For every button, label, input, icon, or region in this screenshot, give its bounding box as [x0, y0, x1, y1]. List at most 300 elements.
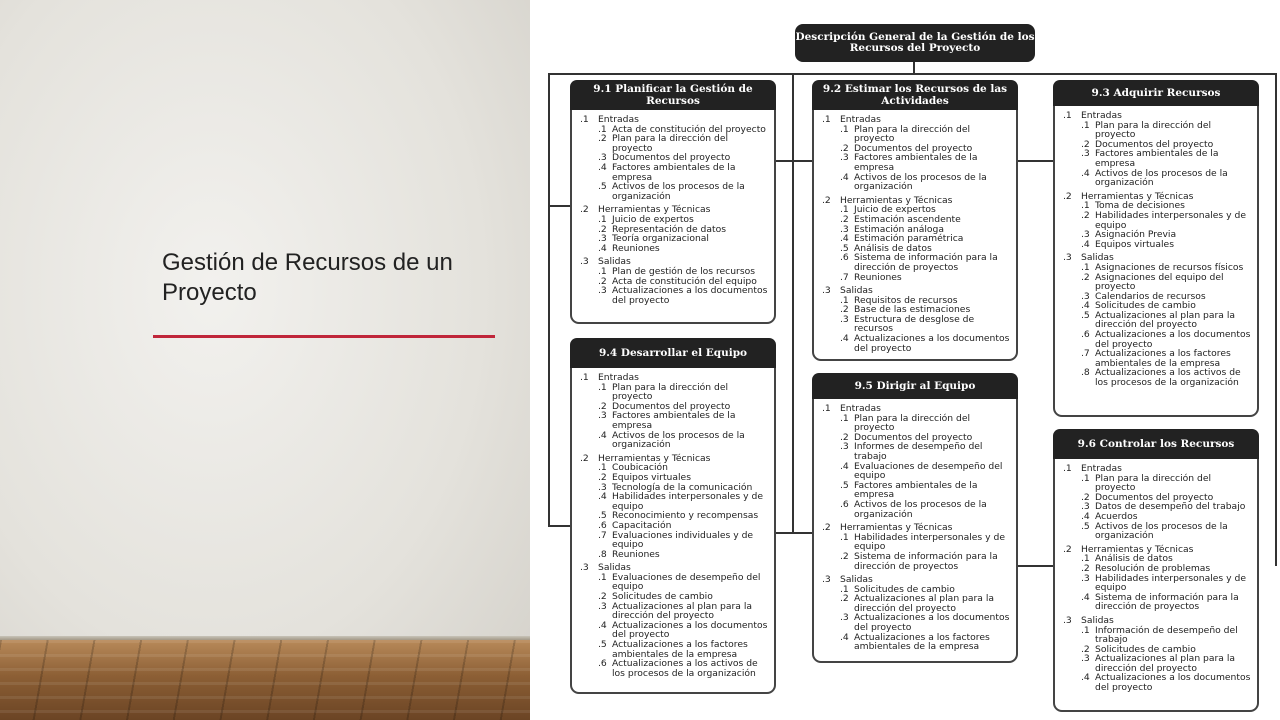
item-number: .1	[598, 213, 607, 225]
item-number: .2	[598, 591, 607, 603]
item-number: .4	[1081, 591, 1090, 603]
item-number: .2	[840, 550, 849, 562]
item-text: Actualizaciones a los factores ambientales de la empresa	[854, 631, 990, 653]
item-text: Plan para la dirección del proyecto	[612, 381, 729, 403]
process-section	[1063, 192, 1251, 250]
item-text: Documentos del proyecto	[1095, 491, 1214, 503]
item-number: .1	[840, 531, 849, 543]
section-number: .3	[580, 562, 589, 574]
item-text: Datos de desempeño del trabajo	[1095, 501, 1246, 513]
item-text: Teoría organizacional	[612, 233, 709, 245]
item-number: .2	[1081, 643, 1090, 655]
list-item	[580, 659, 768, 678]
item-number: .2	[840, 142, 849, 154]
item-text: Activos de los procesos de la organización	[1095, 167, 1228, 189]
process-box-body	[572, 368, 774, 686]
item-number: .8	[598, 548, 607, 560]
item-number: .5	[840, 479, 849, 491]
item-number: .8	[1081, 367, 1090, 379]
section-title: Entradas	[598, 372, 639, 383]
process-section	[822, 196, 1010, 282]
section-title: Salidas	[840, 285, 873, 297]
item-number: .6	[598, 658, 607, 670]
section-title: Salidas	[1081, 252, 1114, 264]
item-number: .7	[840, 271, 849, 283]
item-text: Equipos virtuales	[1095, 238, 1174, 250]
process-box-9-3	[1053, 80, 1259, 417]
title-accent-line	[153, 335, 495, 338]
connector-branch-95	[774, 532, 812, 534]
item-number: .7	[1081, 348, 1090, 360]
list-item	[580, 286, 768, 305]
process-section	[1063, 111, 1251, 188]
item-text: Actualizaciones al plan para la dirección del proyecto	[612, 600, 753, 622]
item-number: .4	[598, 429, 607, 441]
list-item	[822, 552, 1010, 571]
process-box-title: 9.5 Dirigir al Equipo	[812, 373, 1018, 399]
item-text: Documentos del proyecto	[1095, 138, 1214, 150]
section-number: .2	[822, 522, 831, 534]
section-number: .2	[580, 452, 589, 464]
process-box-title: 9.4 Desarrollar el Equipo	[570, 338, 776, 368]
item-text: Asignaciones del equipo del proyecto	[1095, 271, 1224, 293]
item-number: .6	[1081, 329, 1090, 341]
process-box-title: 9.3 Adquirir Recursos	[1053, 80, 1259, 106]
section-title: Herramientas y Técnicas	[1081, 190, 1194, 202]
process-section	[1063, 253, 1251, 387]
list-item	[822, 153, 1010, 172]
item-text: Asignaciones de recursos físicos	[1095, 261, 1244, 273]
item-text: Estimación paramétrica	[854, 233, 964, 245]
process-box-body	[1055, 106, 1257, 396]
item-number: .4	[1081, 672, 1090, 684]
item-text: Actualizaciones a los factores ambientales de la empresa	[1095, 348, 1231, 369]
item-number: .3	[598, 410, 607, 422]
process-section	[1063, 545, 1251, 612]
process-box-9-6	[1053, 429, 1259, 712]
item-text: Sistema de información para la dirección de proyectos	[1095, 591, 1239, 613]
process-box-body	[572, 110, 774, 313]
slide-left-panel	[0, 0, 530, 720]
item-text: Plan para la dirección del proyecto	[1095, 472, 1212, 494]
item-number: .6	[840, 252, 849, 264]
item-text: Análisis de datos	[1095, 553, 1173, 565]
section-number: .3	[580, 256, 589, 268]
item-text: Informes de desempeño del trabajo	[854, 441, 983, 462]
item-text: Juicio de expertos	[854, 204, 936, 216]
item-text: Habilidades interpersonales y de equipo	[612, 491, 763, 512]
item-text: Actualizaciones a los activos de los procesos de la organización	[1095, 367, 1241, 389]
list-item	[1063, 240, 1251, 250]
section-number: .1	[822, 114, 831, 125]
item-text: Estimación ascendente	[854, 213, 961, 225]
list-item	[580, 234, 768, 244]
item-number: .3	[1081, 148, 1090, 160]
section-title: Herramientas y Técnicas	[840, 194, 953, 206]
item-number: .5	[598, 510, 607, 522]
process-section	[580, 454, 768, 560]
item-number: .3	[598, 152, 607, 164]
list-item	[822, 315, 1010, 334]
item-number: .5	[598, 181, 607, 193]
item-text: Toma de decisiones	[1095, 200, 1185, 212]
item-text: Reconocimiento y recompensas	[612, 510, 759, 522]
item-number: .3	[1081, 229, 1090, 241]
item-number: .7	[598, 529, 607, 541]
item-number: .3	[840, 441, 849, 453]
list-item	[1063, 330, 1251, 349]
item-number: .3	[1081, 653, 1090, 665]
section-title: Entradas	[598, 114, 639, 125]
item-text: Factores ambientales de la empresa	[612, 410, 736, 431]
section-title: Salidas	[1081, 614, 1114, 626]
section-number: .3	[822, 285, 831, 297]
section-title: Entradas	[840, 403, 881, 414]
item-number: .2	[598, 223, 607, 235]
item-text: Actualizaciones a los documentos del proyecto	[612, 285, 768, 306]
list-item	[580, 431, 768, 450]
list-item	[822, 173, 1010, 192]
item-text: Actualizaciones al plan para la dirección del proyecto	[1095, 309, 1236, 331]
section-number: .2	[580, 204, 589, 216]
item-text: Plan para la dirección del proyecto	[854, 412, 971, 434]
item-number: .3	[840, 612, 849, 624]
item-text: Habilidades interpersonales y de equipo	[854, 531, 1005, 553]
section-number: .3	[1063, 614, 1072, 626]
list-item	[822, 481, 1010, 500]
item-number: .2	[840, 431, 849, 443]
list-item	[580, 550, 768, 560]
item-number: .3	[598, 233, 607, 245]
connector-center-vertical	[792, 73, 794, 533]
list-item	[580, 134, 768, 153]
item-number: .5	[1081, 309, 1090, 321]
item-text: Base de las estimaciones	[854, 304, 971, 316]
item-number: .1	[1081, 553, 1090, 565]
item-text: Asignación Previa	[1095, 229, 1177, 241]
item-number: .2	[840, 213, 849, 225]
overview-title-box: Descripción General de la Gestión de los Recursos del Proyecto	[795, 24, 1035, 62]
process-box-body	[814, 399, 1016, 660]
item-text: Actualizaciones al plan para la dirección del proyecto	[1095, 653, 1236, 674]
section-number: .2	[1063, 543, 1072, 555]
process-section	[822, 523, 1010, 571]
section-number: .3	[1063, 252, 1072, 264]
list-item	[822, 253, 1010, 272]
item-number: .1	[1081, 119, 1090, 131]
item-text: Activos de los procesos de la organización	[612, 429, 745, 451]
item-number: .5	[840, 242, 849, 254]
item-number: .2	[1081, 562, 1090, 574]
item-number: .1	[598, 381, 607, 393]
process-box-body	[814, 110, 1016, 361]
section-number: .2	[822, 194, 831, 206]
item-text: Habilidades interpersonales y de equipo	[1095, 209, 1246, 231]
item-number: .3	[598, 285, 607, 297]
item-text: Sistema de información para la dirección de proyectos	[854, 252, 998, 273]
item-number: .2	[1081, 491, 1090, 503]
list-item	[822, 533, 1010, 552]
list-item	[1063, 522, 1251, 541]
list-item	[580, 383, 768, 402]
list-item	[580, 573, 768, 592]
item-text: Representación de datos	[612, 223, 727, 235]
list-item	[1063, 211, 1251, 230]
process-box-9-5	[812, 373, 1018, 663]
item-number: .2	[1081, 209, 1090, 221]
process-box-title: 9.6 Controlar los Recursos	[1053, 429, 1259, 459]
item-text: Evaluaciones de desempeño del equipo	[854, 460, 1003, 482]
section-title: Herramientas y Técnicas	[598, 204, 711, 216]
item-number: .2	[598, 400, 607, 412]
item-text: Activos de los procesos de la organización	[1095, 520, 1228, 542]
item-text: Análisis de datos	[854, 242, 932, 254]
item-number: .5	[598, 639, 607, 651]
item-text: Acta de constitución del proyecto	[612, 123, 766, 135]
item-number: .4	[840, 631, 849, 643]
section-title: Herramientas y Técnicas	[598, 452, 711, 464]
item-number: .1	[598, 571, 607, 583]
item-number: .1	[598, 123, 607, 135]
item-number: .1	[1081, 200, 1090, 212]
item-text: Resolución de problemas	[1095, 562, 1211, 574]
list-item	[1063, 574, 1251, 593]
item-text: Equipos virtuales	[612, 471, 691, 483]
item-text: Capacitación	[612, 519, 672, 531]
list-item	[580, 411, 768, 430]
process-box-body	[1055, 459, 1257, 701]
item-number: .2	[598, 133, 607, 145]
item-text: Sistema de información para la dirección de proyectos	[854, 550, 998, 572]
list-item	[1063, 311, 1251, 330]
item-number: .1	[598, 265, 607, 277]
list-item	[1063, 169, 1251, 188]
item-text: Plan para la dirección del proyecto	[612, 133, 729, 154]
item-number: .4	[840, 460, 849, 472]
process-section	[580, 563, 768, 678]
item-text: Factores ambientales de la empresa	[854, 479, 978, 501]
item-text: Solicitudes de cambio	[854, 583, 955, 595]
item-text: Calendarios de recursos	[1095, 290, 1206, 302]
item-text: Solicitudes de cambio	[1095, 300, 1196, 312]
process-box-title: 9.2 Estimar los Recursos de las Actividades	[812, 80, 1018, 110]
list-item	[1063, 502, 1251, 512]
item-text: Plan para la dirección del proyecto	[854, 123, 971, 145]
list-item	[822, 334, 1010, 353]
process-section	[580, 257, 768, 305]
connector-branch-93	[1018, 160, 1053, 162]
item-text: Documentos del proyecto	[612, 400, 731, 412]
section-title: Salidas	[598, 562, 631, 574]
list-item	[1063, 474, 1251, 493]
item-number: .2	[1081, 138, 1090, 150]
list-item	[822, 500, 1010, 519]
item-number: .4	[1081, 510, 1090, 522]
connector-horizontal	[548, 73, 1277, 75]
item-text: Evaluaciones de desempeño del equipo	[612, 571, 761, 593]
list-item	[822, 273, 1010, 283]
section-title: Salidas	[840, 574, 873, 586]
item-text: Requisitos de recursos	[854, 294, 958, 306]
item-number: .3	[1081, 501, 1090, 513]
list-item	[580, 244, 768, 254]
item-text: Actualizaciones a los activos de los procesos de la organización	[612, 658, 758, 679]
item-number: .1	[840, 412, 849, 424]
item-text: Documentos del proyecto	[854, 431, 973, 443]
item-number: .3	[840, 223, 849, 235]
process-diagram	[530, 0, 1280, 720]
process-section	[1063, 616, 1251, 693]
item-text: Activos de los procesos de la organización	[854, 498, 987, 520]
item-text: Solicitudes de cambio	[612, 591, 713, 603]
item-number: .2	[840, 304, 849, 316]
list-item	[822, 125, 1010, 144]
list-item	[1063, 121, 1251, 140]
section-number: .1	[1063, 110, 1072, 121]
item-text: Documentos del proyecto	[612, 152, 731, 164]
section-title: Entradas	[840, 114, 881, 125]
list-item	[580, 511, 768, 521]
section-title: Herramientas y Técnicas	[1081, 543, 1194, 555]
item-number: .2	[598, 275, 607, 287]
wood-floor	[0, 640, 530, 720]
item-text: Activos de los procesos de la organización	[854, 171, 987, 193]
connector-branch-96	[1018, 565, 1053, 567]
list-item	[822, 633, 1010, 652]
item-text: Solicitudes de cambio	[1095, 643, 1196, 655]
process-section	[822, 115, 1010, 192]
section-title: Herramientas y Técnicas	[840, 522, 953, 534]
item-number: .1	[840, 123, 849, 135]
item-number: .1	[840, 294, 849, 306]
slide-title: Gestión de Recursos de un Proyecto	[162, 249, 453, 306]
list-item	[1063, 654, 1251, 673]
connector-right-vertical	[1275, 73, 1277, 566]
item-text: Información de desempeño del trabajo	[1095, 624, 1238, 646]
section-title: Entradas	[1081, 110, 1122, 121]
item-number: .1	[840, 583, 849, 595]
list-item	[822, 594, 1010, 613]
item-text: Factores ambientales de la empresa	[854, 152, 978, 173]
item-text: Documentos del proyecto	[854, 142, 973, 154]
list-item	[580, 182, 768, 201]
item-text: Plan para la dirección del proyecto	[1095, 119, 1212, 141]
item-text: Factores ambientales de la empresa	[1095, 148, 1219, 169]
item-number: .4	[598, 491, 607, 503]
item-number: .6	[840, 498, 849, 510]
connector-branch-92	[774, 160, 812, 162]
process-section	[580, 205, 768, 253]
item-number: .3	[840, 152, 849, 164]
section-number: .1	[1063, 463, 1072, 474]
item-text: Plan de gestión de los recursos	[612, 265, 756, 277]
process-section	[822, 404, 1010, 519]
item-number: .4	[840, 233, 849, 245]
item-number: .1	[598, 462, 607, 474]
process-box-title: 9.1 Planificar la Gestión de Recursos	[570, 80, 776, 110]
item-number: .1	[1081, 624, 1090, 636]
item-number: .2	[598, 471, 607, 483]
item-text: Actualizaciones a los factores ambientales de la empresa	[612, 639, 748, 660]
connector-left-vertical	[548, 73, 550, 526]
item-text: Activos de los procesos de la organización	[612, 181, 745, 202]
item-number: .4	[840, 333, 849, 345]
item-number: .1	[840, 204, 849, 216]
item-number: .3	[598, 600, 607, 612]
connector-branch-94	[548, 525, 570, 527]
list-item	[1063, 149, 1251, 168]
process-box-9-2	[812, 80, 1018, 361]
item-text: Actualizaciones a los documentos del proyecto	[1095, 329, 1251, 350]
item-text: Juicio de expertos	[612, 213, 694, 225]
list-item	[1063, 593, 1251, 612]
item-number: .5	[1081, 520, 1090, 532]
list-item	[580, 492, 768, 511]
item-text: Reuniones	[612, 548, 660, 560]
item-text: Acta de constitución del equipo	[612, 275, 757, 287]
item-text: Actualizaciones a los documentos del proyecto	[854, 333, 1010, 354]
list-item	[580, 621, 768, 640]
section-number: .1	[580, 372, 589, 383]
section-title: Salidas	[598, 256, 631, 268]
item-text: Tecnología de la comunicación	[612, 481, 753, 493]
item-text: Actualizaciones a los documentos del proyecto	[854, 612, 1010, 634]
item-text: Estimación análoga	[854, 223, 945, 235]
item-number: .1	[1081, 261, 1090, 273]
list-item	[822, 613, 1010, 632]
section-title: Entradas	[1081, 463, 1122, 474]
item-text: Reuniones	[612, 242, 660, 254]
item-number: .2	[1081, 271, 1090, 283]
section-number: .1	[822, 403, 831, 414]
list-item	[1063, 368, 1251, 387]
item-text: Actualizaciones al plan para la dirección del proyecto	[854, 593, 995, 614]
list-item	[822, 414, 1010, 433]
section-number: .3	[822, 574, 831, 586]
section-number: .1	[580, 114, 589, 125]
process-section	[580, 115, 768, 201]
process-section	[822, 286, 1010, 353]
list-item	[580, 602, 768, 621]
section-heading	[580, 454, 768, 464]
item-text: Reuniones	[854, 271, 902, 283]
process-section	[822, 575, 1010, 652]
item-number: .3	[840, 313, 849, 325]
list-item	[580, 163, 768, 182]
list-item	[822, 442, 1010, 461]
item-number: .4	[598, 161, 607, 173]
list-item	[1063, 349, 1251, 368]
item-text: Factores ambientales de la empresa	[612, 161, 736, 183]
process-box-9-4	[570, 338, 776, 694]
list-item	[1063, 273, 1251, 292]
item-number: .1	[1081, 472, 1090, 484]
item-text: Estructura de desglose de recursos	[854, 313, 975, 335]
item-number: .4	[598, 619, 607, 631]
item-number: .4	[1081, 300, 1090, 312]
item-number: .3	[1081, 290, 1090, 302]
process-section	[580, 373, 768, 450]
process-box-9-1	[570, 80, 776, 324]
item-text: Habilidades interpersonales y de equipo	[1095, 572, 1246, 594]
item-number: .4	[1081, 167, 1090, 179]
item-text: Actualizaciones a los documentos del proyecto	[1095, 672, 1251, 694]
connector-branch-91	[548, 205, 570, 207]
list-item	[1063, 626, 1251, 645]
item-number: .2	[840, 593, 849, 605]
list-item	[580, 531, 768, 550]
section-number: .2	[1063, 190, 1072, 202]
